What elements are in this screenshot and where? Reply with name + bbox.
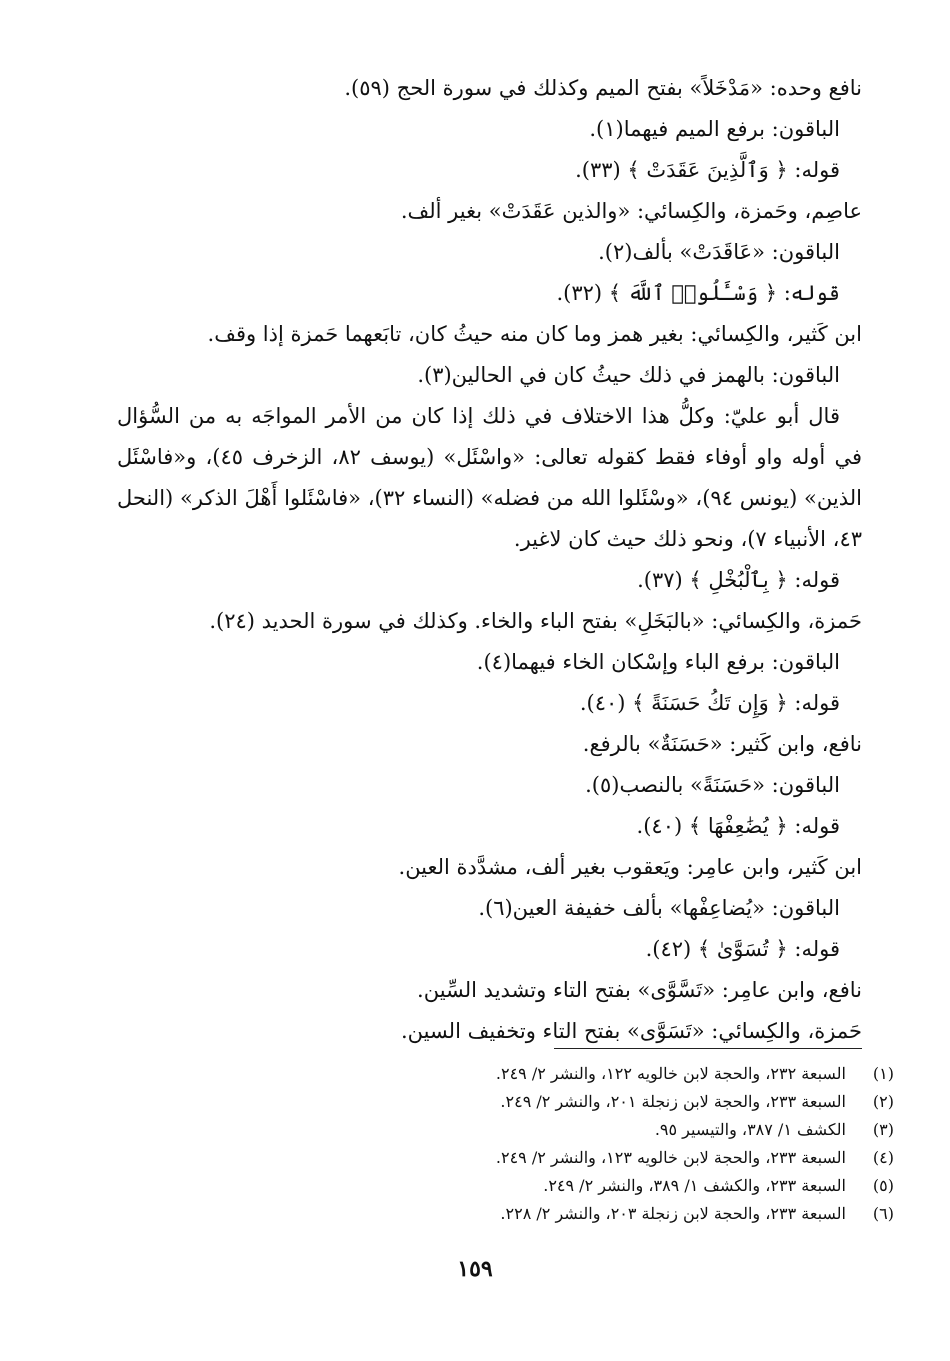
footnote-text: السبعة ٢٣٣، والحجة لابن زنجلة ٢٠٣، والنشر ٢/ ٢٢٨. xyxy=(500,1204,846,1223)
footnote-number: (١) xyxy=(872,1064,894,1083)
text-line: حَمزة، والكِسائي: «تَسَوَّى» بفتح التاء وتخفيف السين. xyxy=(400,1019,862,1043)
footnote xyxy=(394,1116,894,1144)
main-text xyxy=(117,68,862,1052)
text-line: ابن كَثير، وابن عامِر: ويَعقوب بغير ألف، مشدَّدة العين. xyxy=(398,855,862,879)
footnote-number: (٥) xyxy=(872,1176,894,1195)
footnote-number: (٢) xyxy=(872,1092,894,1111)
footnote-text: الكشف ١/ ٣٨٧، والتيسير ٩٥. xyxy=(654,1120,846,1139)
text-line: عاصِم، وحَمزة، والكِسائي: «والذين عَقَدَتْ» بغير ألف. xyxy=(400,199,862,223)
text-line: حَمزة، والكِسائي: «بالبَخَلِ» بفتح الباء والخاء. وكذلك في سورة الحديد (٢٤). xyxy=(209,609,862,633)
text-line: نافع، وابن عامِر: «تَسَّوَّى» بفتح التاء وتشديد السِّين. xyxy=(417,978,862,1002)
text-line: ابن كَثير، والكِسائي: بغير همز وما كان منه حيثُ كان، تابَعهما حَمزة إذا وقف. xyxy=(207,322,862,346)
text-line: في أوله واو أوفاء فقط كقوله تعالى: «واسْئَل» (يوسف ٨٢، الزخرف ٤٥)، و«فاسْئَل xyxy=(117,445,862,469)
footnote xyxy=(394,1144,894,1172)
text-line: الباقون: «يُضاعِفْها» بألف خفيفة العين(٦). xyxy=(478,896,840,920)
text-line: الباقون: برفع الباء وإسْكان الخاء فيهما(٤). xyxy=(476,650,840,674)
text-line: الباقون: «عَاقَدَتْ» بألف(٢). xyxy=(598,240,840,264)
text-line: الذين» (يونس ٩٤)، «وسْئَلوا الله من فضله» (النساء ٣٢)، «فاسْئَلوا أَهْلَ الذكر» (النحل xyxy=(117,486,862,510)
text-line: الباقون: بالهمز في ذلك حيثُ كان في الحالين(٣). xyxy=(417,363,840,387)
text-line: الباقون: برفع الميم فيهما(١). xyxy=(589,117,840,141)
footnote xyxy=(394,1172,894,1200)
footnote-text: السبعة ٢٣٣، والكشف ١/ ٣٨٩، والنشر ٢/ ٢٤٩. xyxy=(543,1176,846,1195)
footnote xyxy=(394,1088,894,1116)
footnote-text: السبعة ٢٣٣، والحجة لابن خالويه ١٢٣، والنشر ٢/ ٢٤٩. xyxy=(495,1148,846,1167)
footnote-divider xyxy=(554,1048,862,1049)
text-line: قوله: ﴿ وَإِن تَكُ حَسَنَةً ﴾ (٤٠). xyxy=(579,691,840,715)
text-line: قوله: ﴿ وَسْـَٔلُوا۟ ٱللَّهَ ﴾ (٣٢). xyxy=(556,281,840,305)
text-line: قوله: ﴿ تُسَوَّىٰ ﴾ (٤٢). xyxy=(645,937,840,961)
text-line: نافع وحده: «مَدْخَلاً» بفتح الميم وكذلك في سورة الحج (٥٩). xyxy=(344,76,862,100)
text-line: قوله: ﴿ وَٱلَّذِينَ عَقَدَتْ ﴾ (٣٣). xyxy=(575,158,840,182)
footnote-number: (٤) xyxy=(872,1148,894,1167)
footnote-number: (٦) xyxy=(872,1204,894,1223)
text-line: قوله: ﴿ يُضَٰعِفْهَا ﴾ (٤٠). xyxy=(636,814,840,838)
page-number: ١٥٩ xyxy=(457,1256,493,1282)
text-line: الباقون: «حَسَنَةً» بالنصب(٥). xyxy=(585,773,840,797)
text-line: ٤٣، الأنبياء ٧)، ونحو ذلك حيث كان لاغير. xyxy=(513,527,862,551)
footnote xyxy=(394,1200,894,1228)
text-line: قوله: ﴿ بِٱلْبُخْلِ ﴾ (٣٧). xyxy=(637,568,840,592)
footnotes xyxy=(394,1060,894,1228)
footnote-number: (٣) xyxy=(872,1120,894,1139)
text-line: قال أبو عليّ: وكلُّ هذا الاختلاف في ذلك إذا كان من الأمر المواجَه به من السُّؤال xyxy=(117,404,840,428)
footnote-text: السبعة ٢٣٢، والحجة لابن خالويه ١٢٢، والنشر ٢/ ٢٤٩. xyxy=(495,1064,846,1083)
text-line: نافع، وابن كَثير: «حَسَنَةٌ» بالرفع. xyxy=(582,732,862,756)
footnote xyxy=(394,1060,894,1088)
footnote-text: السبعة ٢٣٣، والحجة لابن زنجلة ٢٠١، والنشر ٢/ ٢٤٩. xyxy=(500,1092,846,1111)
